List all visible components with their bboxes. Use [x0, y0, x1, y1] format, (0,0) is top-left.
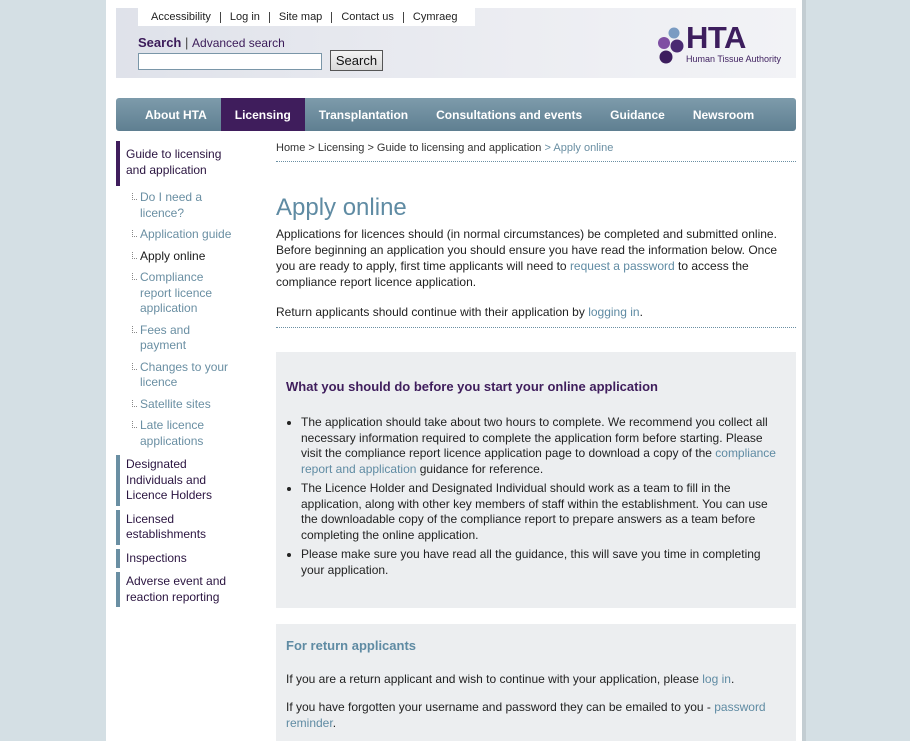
tree-branch-icon [132, 193, 137, 200]
nav-licensing[interactable]: Licensing [221, 98, 305, 131]
accessibility-link[interactable]: Accessibility [151, 10, 211, 23]
tree-branch-icon [132, 252, 137, 259]
p2-text: If you have forgotten your username and password they can be emailed to you - [286, 700, 715, 714]
return-tail: . [639, 305, 643, 319]
sidebar-sub-label: Changes to your licence [140, 359, 229, 389]
main-nav [116, 98, 796, 131]
tree-branch-icon [132, 400, 137, 407]
sidebar-item-adverse-event[interactable]: Adverse event and reaction reporting [116, 572, 236, 607]
sidebar-sub-label: Apply online [140, 248, 206, 263]
compliance-report-link[interactable]: compliance report and application [301, 446, 776, 476]
forgotten-password-paragraph [286, 699, 786, 731]
sidebar-item-guide-to-licensing[interactable]: Guide to licensing and application [116, 141, 236, 186]
cymraeg-link[interactable]: Cymraeg [403, 12, 467, 23]
sidebar-sub-label: Compliance report licence application [140, 270, 213, 315]
logo-wordmark: HTA [686, 20, 746, 55]
sidebar-sub-label: Fees and payment [140, 322, 191, 352]
tree-branch-icon [132, 421, 137, 428]
sidebar-sub-label: Application guide [140, 227, 232, 241]
page-title: Apply online [276, 194, 407, 221]
breadcrumb-separator: > [544, 142, 554, 154]
p1-tail: . [730, 672, 735, 686]
sidebar [116, 141, 236, 611]
sidebar-item-licensed-establishments[interactable]: Licensed establishments [116, 510, 236, 545]
return-box-paragraph [286, 671, 786, 687]
p2-tail: . [332, 716, 337, 730]
return-applicants-box [276, 624, 796, 741]
nav-about-hta[interactable]: About HTA [145, 107, 207, 122]
breadcrumb-guide[interactable]: Guide to licensing and application [376, 142, 542, 154]
sidebar-item-designated-individuals[interactable]: Designated Individuals and Licence Holders [116, 455, 236, 506]
search-label: Search [138, 35, 182, 50]
list-item: • The Licence Holder and Designated Individual should work as a team to fill in the application, along with other key members of staff within the establishment. You can use the downloadable copy of the compliance report to prepare answers as a team before completing the online application. [301, 481, 786, 543]
item1-tail: guidance for reference. [416, 461, 544, 476]
advanced-search-link[interactable]: Advanced search [192, 36, 285, 50]
breadcrumb-licensing[interactable]: Licensing [317, 142, 365, 154]
login-link[interactable]: Log in [220, 12, 269, 23]
nav-transplantation[interactable]: Transplantation [318, 107, 409, 122]
breadcrumb-current: Apply online [553, 142, 614, 154]
contact-us-link[interactable]: Contact us [331, 12, 403, 23]
request-password-link[interactable]: request a password [569, 259, 675, 273]
list-item [301, 415, 786, 477]
search-label-row [138, 35, 285, 50]
breadcrumb [276, 141, 796, 162]
breadcrumb-separator: > [367, 142, 377, 154]
p1-text: If you are a return applicant and wish to continue with your application, please [286, 672, 703, 686]
logo-subtitle: Human Tissue Authority [686, 54, 782, 64]
sidebar-sub-apply-online[interactable] [132, 249, 236, 265]
search-separator: | [185, 35, 189, 50]
logging-in-link[interactable]: logging in [588, 305, 640, 319]
return-paragraph [276, 304, 796, 328]
tree-branch-icon [132, 363, 137, 370]
intro-text: Applications for licences should (in normal circumstances) be completed and submitted online. Before beginning an application you should ensure you have read the information below. Once you are ready to apply, first time applicants will need to [276, 227, 778, 273]
sidebar-sub-application-guide[interactable] [132, 227, 236, 243]
search-button[interactable]: Search [330, 50, 383, 71]
sidebar-sub-changes-licence[interactable] [132, 360, 236, 391]
tree-branch-icon [132, 230, 137, 237]
main-content [276, 141, 796, 741]
sidebar-sub-compliance-report[interactable] [132, 270, 236, 317]
nav-newsroom[interactable]: Newsroom [692, 107, 755, 122]
sidebar-sub-label: Late licence applications [140, 418, 205, 448]
header [116, 8, 796, 78]
sidebar-subnav [116, 190, 236, 449]
nav-consultations-events[interactable]: Consultations and events [436, 107, 583, 122]
sidebar-sub-do-i-need-licence[interactable] [132, 190, 236, 221]
hta-logo-icon [656, 26, 686, 66]
sidebar-sub-label: Satellite sites [140, 396, 211, 411]
top-links [138, 8, 475, 26]
nav-guidance[interactable]: Guidance [610, 107, 665, 122]
item1-text: The application should take about two hours to complete. We recommend you collect all necessary information required to complete the application form before starting. Please visit the compliance report licence application page to download a copy of the [301, 415, 768, 460]
sidebar-sub-late-applications[interactable] [132, 418, 236, 449]
page [106, 0, 806, 741]
tree-branch-icon [132, 273, 137, 280]
sidebar-sub-satellite-sites[interactable] [132, 397, 236, 413]
breadcrumb-separator: > [308, 142, 318, 154]
breadcrumb-home[interactable]: Home [276, 142, 306, 154]
return-box-heading: For return applicants [286, 638, 417, 653]
password-reminder-link[interactable]: password reminder [286, 700, 766, 730]
intro-tail: to access the compliance report licence application. [276, 259, 749, 289]
before-you-start-box [276, 352, 796, 608]
list-item: • Please make sure you have read all the guidance, this will save you time in completing your application. [301, 547, 786, 578]
before-box-heading: What you should do before you start your online application [286, 379, 658, 394]
sidebar-sub-fees-payment[interactable] [132, 323, 236, 354]
search-input[interactable] [138, 53, 322, 70]
tree-branch-icon [132, 326, 137, 333]
sidebar-item-inspections[interactable]: Inspections [116, 549, 236, 569]
log-in-link[interactable]: log in [702, 672, 731, 686]
before-box-list [286, 415, 786, 578]
hta-logo[interactable] [656, 22, 791, 68]
site-map-link[interactable]: Site map [269, 12, 331, 23]
sidebar-sub-label: Do I need a licence? [140, 190, 203, 220]
return-text: Return applicants should continue with their application by [276, 305, 589, 319]
intro-paragraph [276, 226, 796, 290]
